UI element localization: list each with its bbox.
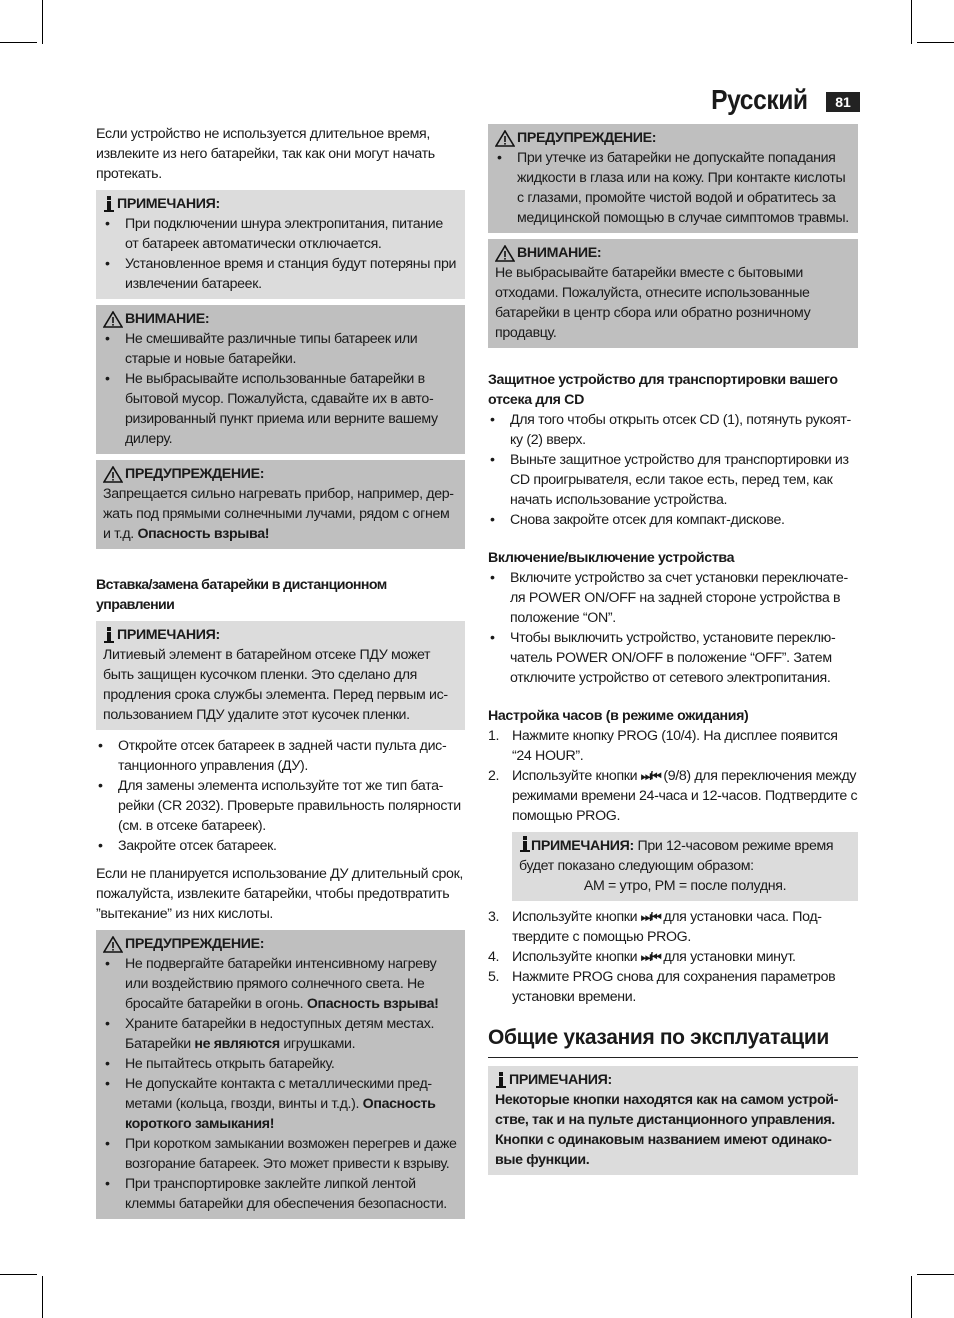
page-header [700, 84, 860, 120]
warning-box [96, 460, 465, 549]
list-item: • При транспортировке заклейте липкой лентой клеммы батарейки для обеспечения безопасности. [103, 1174, 458, 1214]
left-column [96, 124, 465, 1219]
note-box [96, 621, 465, 730]
list-item: • При подключении шнура электропитания, питание от батареек автоматически отключается. [103, 214, 458, 254]
crop-mark [917, 1274, 954, 1275]
list-item: 1. Нажмите кнопку PROG (10/4). На дисплее появится “24 HOUR”. [488, 728, 838, 764]
list-item: • При коротком замыкании возможен перегрев и даже возгорание батареек. Это может привести к взрыву. [103, 1134, 458, 1174]
warning-title: ПРЕДУПРЕЖДЕНИЕ: [517, 130, 657, 146]
list-item: 3. Используйте кнопки ⏭/⏮ для установки часа. Подтвердите с помощью PROG. [488, 909, 822, 945]
list-item: • Закройте отсек батареек. [96, 836, 465, 856]
info-icon [103, 196, 115, 212]
list-item: • Не смешивайте различные типы батареек или старые и новые батарейки. [103, 329, 458, 369]
crop-mark [42, 1276, 43, 1318]
note-text: При 12-часовом режиме время будет показано следующим образом: [519, 838, 834, 874]
crop-mark [42, 0, 43, 44]
info-icon [103, 627, 115, 643]
section-heading: Настройка часов (в режиме ожидания) [488, 708, 749, 724]
note-title: ПРИМЕЧАНИЯ: [117, 196, 220, 212]
attention-box [96, 305, 465, 454]
attention-text: Не выбрасывайте батарейки вместе с бытовыми отходами. Пожалуйста, отнесите использованные батарейки в центр сбора или обратно розничному продавцу. [495, 265, 811, 341]
page-language: Русский [711, 84, 808, 115]
info-icon [495, 1072, 507, 1088]
attention-title: ВНИМАНИЕ: [125, 311, 210, 327]
note-box [488, 1066, 858, 1175]
warning-triangle-icon [103, 466, 123, 483]
note-box [512, 832, 858, 901]
warning-triangle-icon [495, 245, 515, 262]
warning-emphasis: Опасность взрыва! [137, 526, 270, 542]
list-item: • Не допускайте контакта с металлическими предметами (кольца, гвозди, винты и т.д.). Опасность короткого замыкания! [103, 1074, 458, 1134]
note-box [96, 190, 465, 299]
crop-mark [0, 1274, 37, 1275]
crop-mark [0, 42, 37, 43]
crop-mark [917, 42, 954, 43]
crop-mark [911, 1276, 912, 1318]
skip-buttons-icon: ⏭/⏮ [640, 910, 660, 924]
list-item: • Снова закройте отсек для компакт-дисковe. [488, 510, 858, 530]
intro-paragraph: Если устройство не используется длительное время, извлеките из него батарейки, так как они могут начать протекать. [96, 126, 435, 182]
skip-buttons-icon: ⏭/⏮ [640, 950, 660, 964]
note-text: Некоторые кнопки находятся как на самом устройстве, так и на пульте дистанционного управления. Кнопки с одинаковым названием имеют одинаковые функции. [495, 1092, 839, 1168]
warning-box [96, 930, 465, 1219]
warning-triangle-icon [103, 311, 123, 328]
list-item: • Не выбрасывайте использованные батарейки в бытовой мусор. Пожалуйста, сдавайте их в авторизированный пункт приема или верните вашему дилеру. [103, 369, 458, 449]
warning-text: Запрещается сильно нагревать прибор, например, держать под прямыми солнечными лучами, рядом с огнем и т.д. [103, 486, 455, 542]
attention-title: ВНИМАНИЕ: [517, 245, 602, 261]
section-heading: Защитное устройство для транспортировки вашего отсека для CD [488, 372, 838, 408]
paragraph: Если не планируется использование ДУ длительный срок, пожалуйста, извлеките батарейки, чтобы предотвратить ”вытекание” из них кислоты. [96, 866, 464, 922]
warning-title: ПРЕДУПРЕЖДЕНИЕ: [125, 466, 265, 482]
list-item: • Установленное время и станция будут потеряны при извлечении батареек. [103, 254, 458, 294]
list-item: 5. Нажмите PROG снова для сохранения параметров установки времени. [488, 969, 836, 1005]
list-item: • Чтобы выключить устройство, установите переключатель POWER ON/OFF в положение “OFF”. Затем отключите устройство от сетевого электропитания. [488, 628, 858, 688]
page-number: 81 [826, 92, 860, 112]
list-item: • Выньте защитное устройство для транспортировки из CD проигрывателя, если такое есть, перед тем, как начать использование устройства. [488, 450, 858, 510]
section-title: Общие указания по эксплуатации [488, 1025, 858, 1058]
section-heading: Включение/выключение устройства [488, 550, 735, 566]
note-title: ПРИМЕЧАНИЯ: [531, 838, 634, 854]
skip-buttons-icon: ⏭/⏮ [640, 769, 660, 783]
section-heading: Вставка/замена батарейки в дистанционном управлении [96, 577, 387, 613]
info-icon [519, 836, 531, 852]
note-text: Литиевый элемент в батарейном отсеке ПДУ может быть защищен кусочком пленки. Это сделано для продления срока службы элемента. Перед первым использованием ПДУ удалите этот кусочек пленки. [103, 647, 449, 723]
list-item: • Для замены элемента используйте тот же тип батарейки (CR 2032). Проверьте правильность полярности (см. в отсеке батареек). [96, 776, 465, 836]
note-line: AM = утро, PM = после полудня. [583, 878, 787, 894]
warning-box [488, 124, 858, 233]
list-item: • Храните батарейки в недоступных детям местах. Батарейки не являются игрушками. [103, 1014, 458, 1054]
right-column [488, 124, 858, 1175]
warning-triangle-icon [495, 130, 515, 147]
list-item: • Не пытайтесь открыть батарейку. [103, 1054, 458, 1074]
list-item: 4. Используйте кнопки ⏭/⏮ для установки минут. [488, 949, 796, 965]
attention-box [488, 239, 858, 348]
note-title: ПРИМЕЧАНИЯ: [117, 627, 220, 643]
list-item: 2. Используйте кнопки ⏭/⏮ (9/8) для переключения между режимами времени 24-часа и 12-часов. Подтвердите с помощью PROG. [488, 768, 858, 824]
list-item: • При утечке из батарейки не допускайте попадания жидкости в глаза или на кожу. При контакте кислоты с глазами, промойте чистой водой и обратитесь за медицинской помощью в случае симптомов травмы. [495, 148, 851, 228]
crop-mark [911, 0, 912, 44]
list-item: • Для того чтобы открыть отсек CD (1), потянуть рукоятку (2) вверх. [488, 410, 858, 450]
list-item: • Откройте отсек батареек в задней части пульта дистанционного управления (ДУ). [96, 736, 465, 776]
list-item: • Включите устройство за счет установки переключателя POWER ON/OFF на задней стороне устройства в положение “ON”. [488, 568, 858, 628]
warning-triangle-icon [103, 936, 123, 953]
list-item: • Не подвергайте батарейки интенсивному нагреву или воздействию прямого солнечного света. Не бросайте батарейки в огонь. Опасность взрыва! [103, 954, 458, 1014]
note-title: ПРИМЕЧАНИЯ: [509, 1072, 612, 1088]
warning-title: ПРЕДУПРЕЖДЕНИЕ: [125, 936, 265, 952]
